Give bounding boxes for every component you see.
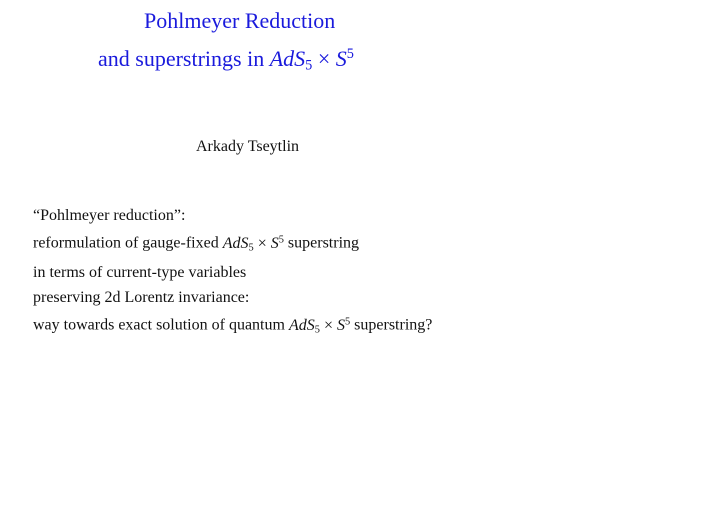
ads-symbol: AdS bbox=[288, 316, 315, 334]
times-symbol: × bbox=[323, 316, 333, 334]
ads-subscript: 5 bbox=[248, 242, 254, 254]
body-line-1: “Pohlmeyer reduction”: bbox=[33, 207, 186, 224]
ads-symbol: AdS bbox=[269, 46, 306, 71]
body-line-2 bbox=[33, 228, 432, 261]
author-name: Arkady Tseytlin bbox=[196, 138, 300, 155]
times-symbol: × bbox=[317, 46, 331, 71]
body-line-5 bbox=[33, 310, 432, 343]
title-line-2-prefix: and superstrings in bbox=[98, 46, 270, 71]
s-symbol: S bbox=[336, 316, 345, 334]
body-text bbox=[33, 204, 432, 343]
body-line-2-prefix: reformulation of gauge-fixed bbox=[33, 235, 223, 253]
ads-subscript: 5 bbox=[314, 324, 320, 336]
body-line-2-math bbox=[223, 235, 284, 252]
body-line-5-suffix: superstring? bbox=[350, 316, 433, 334]
body-line-2-suffix: superstring bbox=[283, 235, 360, 253]
body-line-4: preserving 2d Lorentz invariance: bbox=[33, 288, 250, 306]
ads-symbol: AdS bbox=[222, 235, 249, 253]
body-line-3: in terms of current-type variables bbox=[33, 264, 247, 282]
title-math-expression bbox=[269, 46, 354, 74]
times-symbol: × bbox=[257, 235, 267, 253]
s-symbol: S bbox=[335, 46, 347, 71]
s-superscript: 5 bbox=[278, 234, 284, 246]
title-line-1: Pohlmeyer Reduction bbox=[144, 8, 336, 33]
s-symbol: S bbox=[270, 235, 279, 253]
body-line-5-prefix: way towards exact solution of quantum bbox=[33, 316, 289, 334]
s-superscript: 5 bbox=[346, 46, 354, 63]
s-superscript: 5 bbox=[344, 315, 351, 327]
body-line-5-math bbox=[289, 317, 350, 334]
title-line-2 bbox=[98, 46, 354, 75]
ads-subscript: 5 bbox=[305, 57, 313, 74]
